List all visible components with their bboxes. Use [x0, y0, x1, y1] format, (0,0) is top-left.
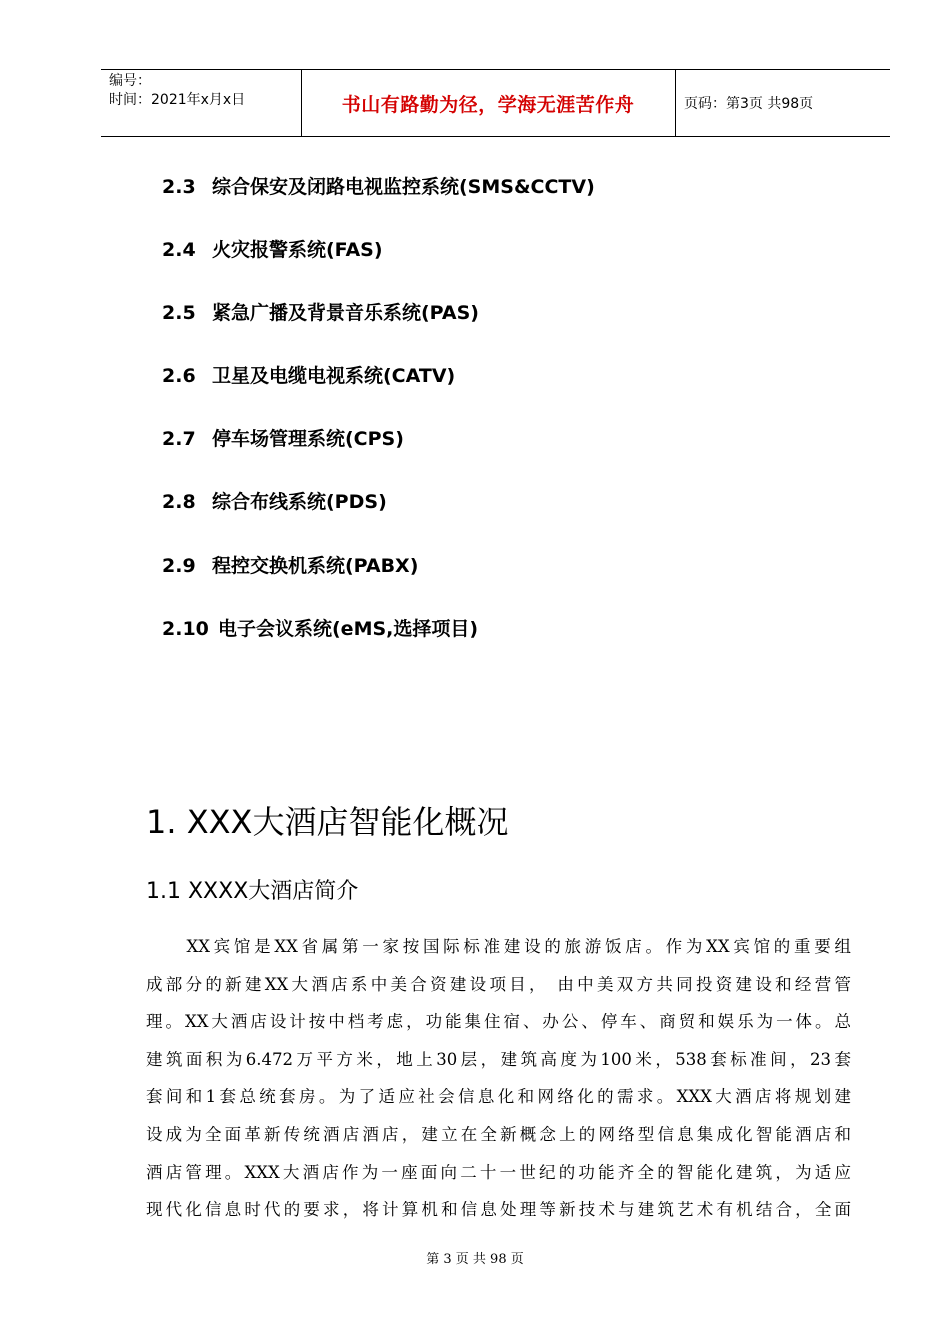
toc-number: 2.10: [162, 618, 209, 640]
toc-title: 综合布线系统(PDS): [212, 491, 387, 513]
toc-number: 2.3: [162, 176, 196, 198]
toc-number: 2.9: [162, 555, 196, 577]
header-page-info: 页码：第3页 共98页: [684, 96, 814, 112]
toc-number: 2.6: [162, 365, 196, 387]
header-motto: 书山有路勤为径，学海无涯苦作舟: [341, 94, 635, 116]
toc-title: 火灾报警系统(FAS): [212, 239, 383, 261]
paragraph-line: XX宾馆是XX省属第一家按国际标准建设的旅游饭店。作为XX宾馆的重要组: [146, 937, 851, 956]
toc-title: 停车场管理系统(CPS): [212, 428, 404, 450]
body-paragraph: [146, 928, 851, 1229]
paragraph-line: 建筑面积为6.472万平方米，地上30层，建筑高度为100米，538套标准间，23套: [146, 1049, 851, 1069]
toc-item: [162, 361, 455, 388]
toc-item: [162, 487, 387, 514]
toc-item: [162, 298, 479, 325]
paragraph-line: 设成为全面革新传统酒店酒店，建立在全新概念上的网络型信息集成化智能酒店和: [146, 1124, 851, 1144]
paragraph-line: 现代化信息时代的要求，将计算机和信息处理等新技术与建筑艺术有机结合，全面: [146, 1200, 851, 1220]
code-label: 编号：: [109, 73, 151, 89]
toc-item: [162, 235, 383, 262]
toc-item: [162, 551, 418, 578]
section-heading: 1. XXX大酒店智能化概况: [146, 803, 509, 841]
paragraph-line: 成部分的新建XX大酒店系中美合资建设项目， 由中美双方共同投资建设和经营管: [146, 974, 851, 994]
toc-number: 2.8: [162, 491, 196, 513]
toc-item: [162, 614, 478, 641]
toc-title: 程控交换机系统(PABX): [212, 555, 419, 577]
toc-title: 紧急广播及背景音乐系统(PAS): [212, 302, 479, 324]
toc-item: [162, 424, 404, 451]
toc-number: 2.7: [162, 428, 196, 450]
toc-item: [162, 172, 595, 199]
header-divider: [675, 70, 676, 136]
header-meta: [109, 72, 245, 110]
toc-title: 卫星及电缆电视系统(CATV): [212, 365, 456, 387]
toc-number: 2.5: [162, 302, 196, 324]
paragraph-line: 酒店管理。XXX大酒店作为一座面向二十一世纪的功能齐全的智能化建筑，为适应: [146, 1162, 851, 1182]
section-subheading: 1.1 XXXX大酒店简介: [146, 879, 359, 904]
page-header: [101, 69, 890, 137]
toc-number: 2.4: [162, 239, 196, 261]
toc-title: 综合保安及闭路电视监控系统(SMS&CCTV): [212, 176, 595, 198]
paragraph-line: 套间和1套总统套房。为了适应社会信息化和网络化的需求。XXX大酒店将规划建: [146, 1087, 851, 1107]
page-footer: 第 3 页 共 98 页: [426, 1252, 524, 1267]
time-label: 时间：2021年x月x日: [109, 92, 246, 108]
toc-title: 电子会议系统(eMS,选择项目): [218, 618, 479, 640]
paragraph-line: 理。XX大酒店设计按中档考虑，功能集住宿、办公、停车、商贸和娱乐为一体。总: [146, 1012, 851, 1032]
